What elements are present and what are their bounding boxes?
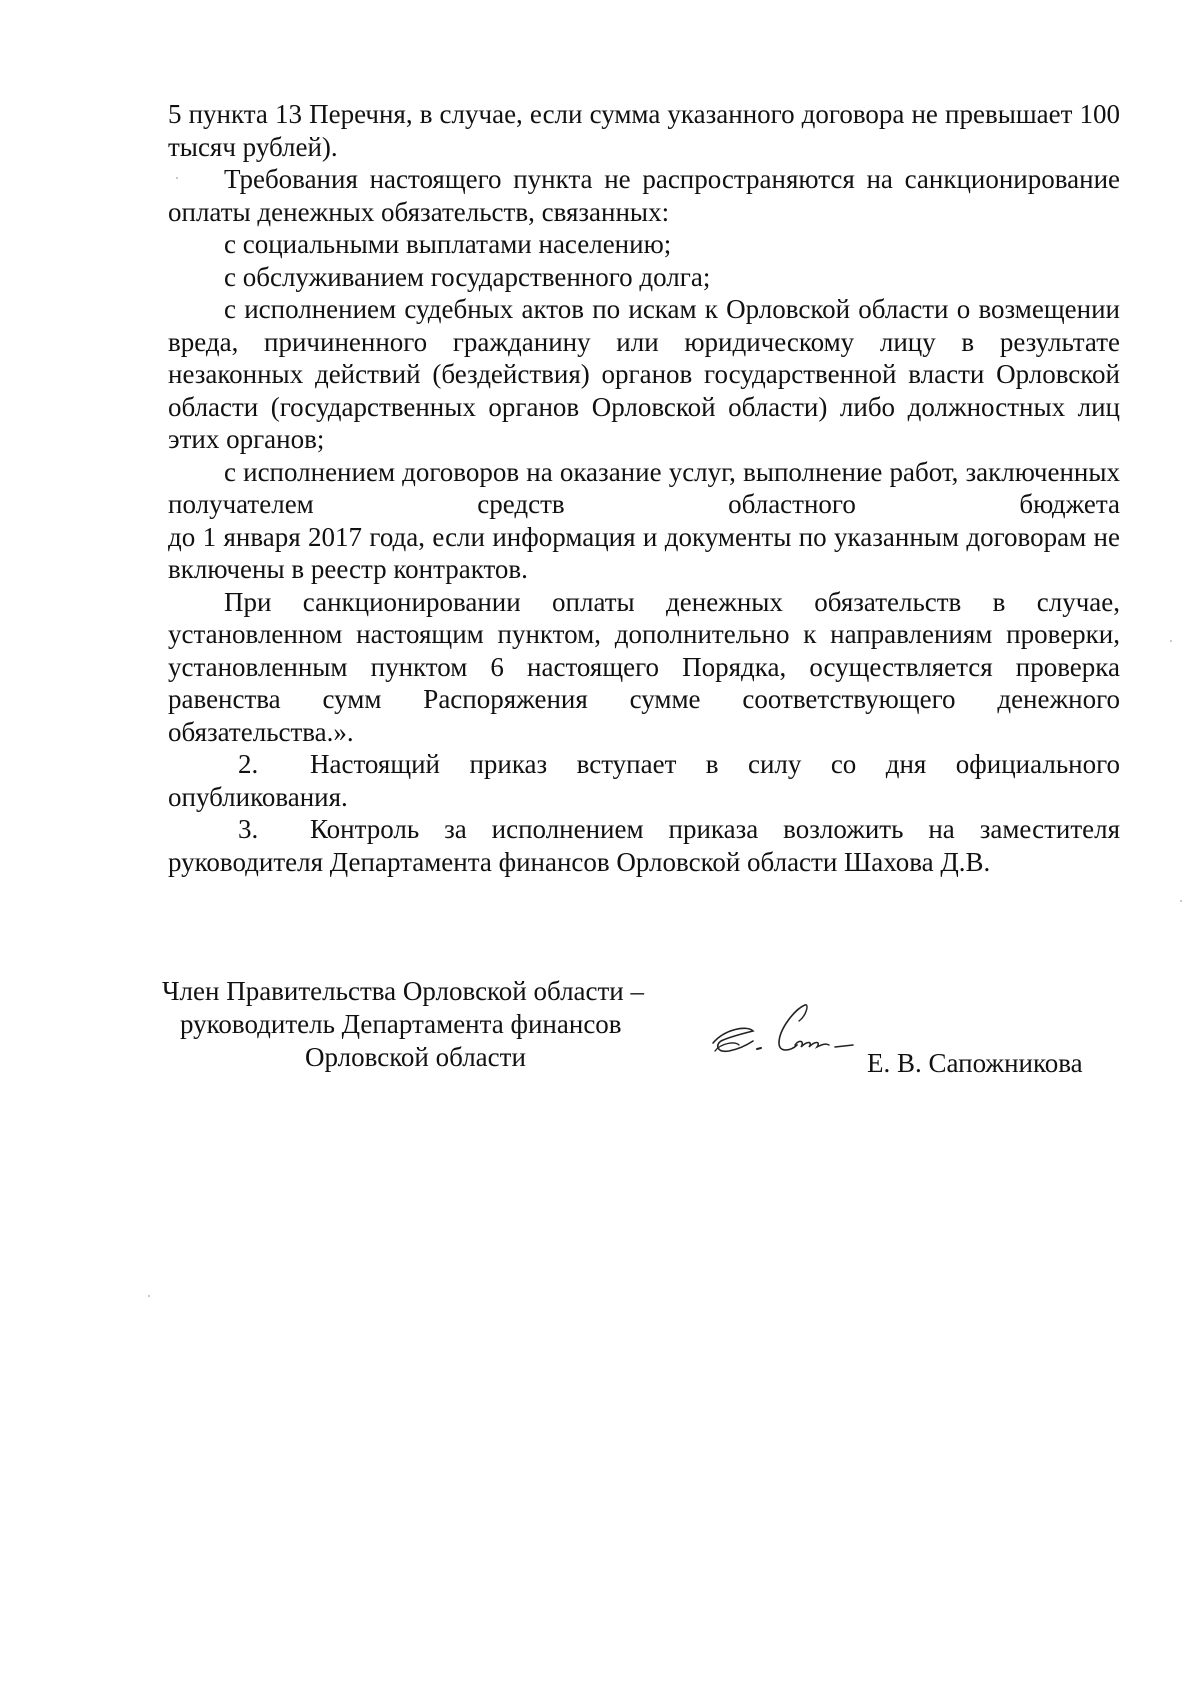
item-number: 3. [238, 814, 259, 844]
item-text: Настоящий приказ вступает в силу со дня официального опубликования. [168, 749, 1120, 812]
numbered-item-2 [168, 748, 1120, 813]
handwritten-signature [695, 985, 865, 1075]
paragraph-contracts: с исполнением договоров на оказание услуг, выполнение работ, заключенных получателем средств областного бюджета [168, 456, 1120, 519]
paragraph-social-payments: с социальными выплатами населению; [224, 229, 672, 259]
item-number: 2. [238, 749, 259, 779]
paragraph-continuation: 5 пункта 13 Перечня, в случае, если сумма указанного договора не превышает 100 тысяч рублей). [168, 99, 1120, 162]
scan-speck [1170, 640, 1172, 642]
scan-speck [1180, 900, 1182, 902]
numbered-item-3 [168, 813, 1120, 878]
scan-speck [148, 1295, 150, 1297]
signatory-name: Е. В. Сапожникова [867, 1048, 1083, 1078]
signatory-position-line-1: Член Правительства Орловской области – [162, 976, 645, 1006]
item-text: Контроль за исполнением приказа возложить на заместителя руководителя Департамента финансов Орловской области Шахова Д.В. [168, 814, 1120, 877]
paragraph-requirements: Требования настоящего пункта не распространяются на санкционирование оплаты денежных обязательств, связанных: [168, 164, 1120, 227]
paragraph-court-acts: с исполнением судебных актов по искам к Орловской области о возмещении вреда, причиненного гражданину или юридическому лицу в результате незаконных действий (бездействия) органов государственной власти Орловской области (государственных органов Орловской области) либо должностных лиц этих органов; [168, 294, 1120, 454]
signatory-position-line-2: руководитель Департамента финансов [180, 1009, 622, 1039]
scan-speck [176, 177, 178, 179]
paragraph-contracts-continued: до 1 января 2017 года, если информация и документы по указанным договорам не включены в реестр контрактов. [168, 521, 1120, 584]
signatory-position-line-3: Орловской области [305, 1042, 526, 1072]
signature-block [140, 975, 1120, 1095]
paragraph-sanctioning: При санкционировании оплаты денежных обязательств в случае, установленном настоящим пунктом, дополнительно к направлениям проверки, установленным пунктом 6 настоящего Порядка, осуществляется проверка равенства сумм Распоряжения сумме соответствующего денежного обязательства.». [168, 586, 1120, 747]
document-body [168, 98, 1120, 878]
signatory-position [140, 975, 700, 1074]
paragraph-state-debt: с обслуживанием государственного долга; [224, 261, 711, 292]
